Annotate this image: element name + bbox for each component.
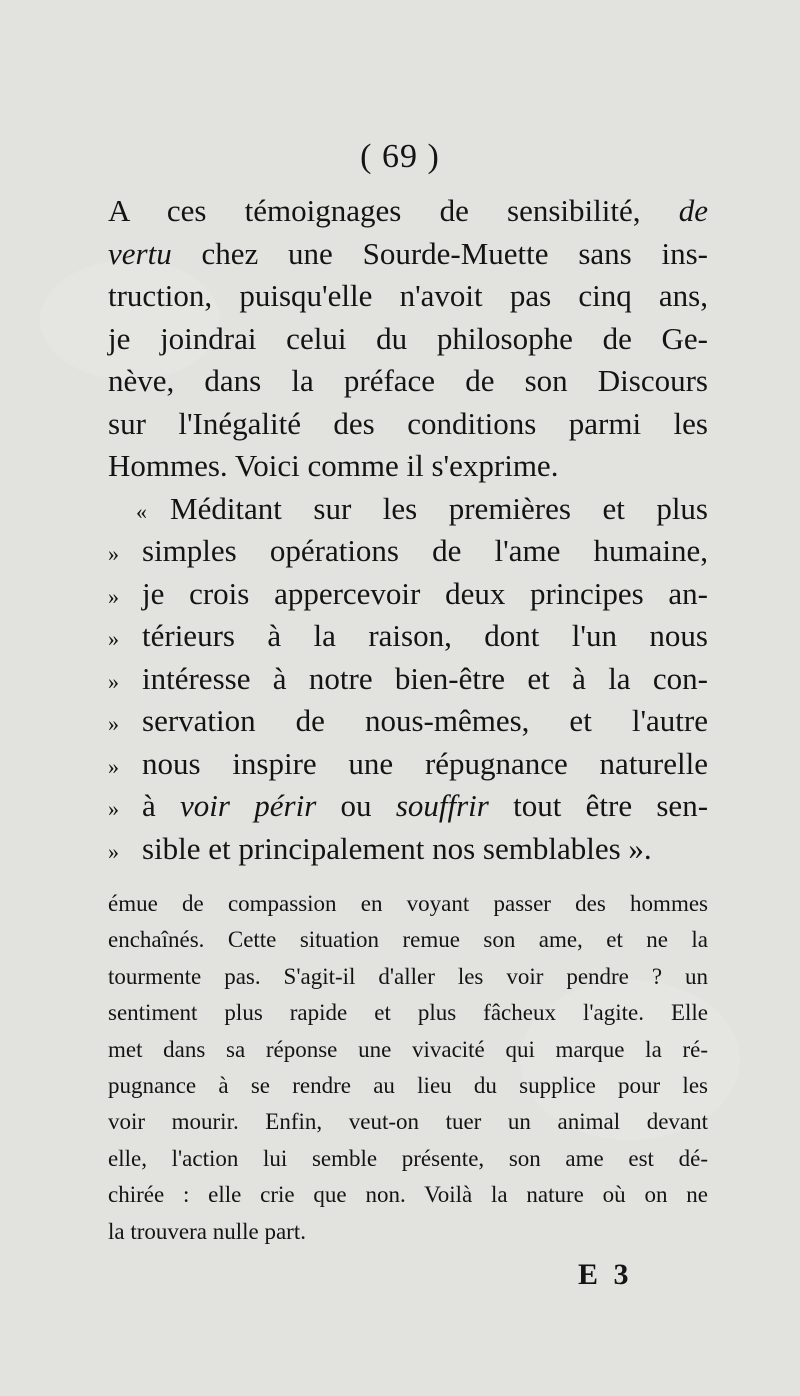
quote-line	[108, 573, 708, 616]
text-segment: à	[142, 788, 181, 823]
text-segment: intéresse à notre bien-être et à la con-	[142, 660, 708, 696]
footnote-line: voir mourir. Enfin, veut-on tuer un animal devant	[108, 1109, 708, 1135]
italic-text: vertu	[108, 235, 172, 271]
quote-text	[142, 573, 708, 616]
quote-line	[108, 700, 708, 743]
text-segment: je joindrai celui du philosophe de Ge-	[108, 320, 708, 356]
quote-text	[142, 658, 708, 701]
italic-text: souffrir	[395, 788, 489, 823]
text-segment: tout être sen-	[488, 788, 709, 823]
text-line	[108, 403, 708, 446]
text-segment: sur l'Inégalité des conditions parmi les	[108, 405, 708, 441]
footnote-line: enchaînés. Cette situation remue son ame, et ne la	[108, 927, 708, 953]
quote-text	[170, 488, 708, 531]
quote-mark: «	[136, 498, 147, 524]
text-segment: Méditant sur les premières et plus	[170, 490, 708, 526]
quote-line	[108, 530, 708, 573]
quote-mark: »	[108, 626, 119, 651]
footnote	[108, 886, 708, 1250]
footnote-line: pugnance à se rendre au lieu du supplice pour les	[108, 1072, 708, 1098]
quote-line	[108, 658, 708, 701]
page-number: ( 69 )	[360, 138, 440, 175]
text-segment: térieurs à la raison, dont l'un nous	[142, 618, 708, 653]
quote-line	[108, 785, 708, 828]
quote-text	[142, 743, 708, 786]
text-line	[108, 445, 708, 488]
text-segment: simples opérations de l'ame humaine,	[142, 533, 708, 568]
text-segment: A ces témoignages de sensibilité,	[108, 193, 679, 228]
text-segment: je crois appercevoir deux principes an-	[142, 575, 708, 611]
footnote-line: met dans sa réponse une vivacité qui marque la ré-	[108, 1036, 708, 1062]
italic-text: de	[678, 193, 708, 228]
text-line	[108, 190, 708, 233]
quote-text	[142, 700, 708, 743]
text-segment: Hommes. Voici comme il s'exprime.	[108, 448, 559, 483]
quote-line	[108, 743, 708, 786]
text-segment: nous inspire une répugnance naturelle	[142, 745, 708, 781]
footnote-line: elle, l'action lui semble présente, son ame est dé-	[108, 1145, 708, 1171]
quote-mark: »	[108, 753, 119, 779]
quote-text	[142, 785, 708, 828]
text-segment: ou	[316, 788, 396, 823]
quote-text	[142, 615, 708, 658]
text-line	[108, 318, 708, 361]
quote-line	[108, 488, 708, 531]
footnote-line: tourmente pas. S'agit-il d'aller les voir pendre ? un	[108, 963, 708, 989]
text-segment: chez une Sourde-Muette sans ins-	[171, 235, 708, 271]
text-segment: nève, dans la préface de son Discours	[108, 363, 708, 398]
quote-text	[142, 828, 708, 871]
text-segment: sible et principalement nos semblables ».	[142, 830, 652, 866]
quote-mark: »	[108, 541, 119, 566]
signature-mark: E 3	[578, 1258, 633, 1291]
quote-mark: »	[108, 668, 119, 694]
footnote-line: chirée : elle crie que non. Voilà la nature où on ne	[108, 1182, 708, 1208]
text-segment: servation de nous-mêmes, et l'autre	[142, 703, 708, 738]
quote-mark: »	[108, 711, 119, 736]
quote-line	[108, 828, 708, 871]
main-text	[108, 190, 708, 870]
quote-mark: »	[108, 796, 119, 821]
quote-mark: »	[108, 838, 119, 864]
quote-text	[142, 530, 708, 573]
quote-mark: »	[108, 583, 119, 609]
text-line	[108, 360, 708, 403]
text-segment: truction, puisqu'elle n'avoit pas cinq ans,	[108, 278, 708, 313]
footnote-line: sentiment plus rapide et plus fâcheux l'agite. Elle	[108, 1000, 708, 1026]
footnote-line: la trouvera nulle part.	[108, 1218, 306, 1244]
text-line	[108, 233, 708, 276]
text-line	[108, 275, 708, 318]
italic-text: voir périr	[180, 788, 317, 823]
footnote-line: émue de compassion en voyant passer des hommes	[108, 891, 708, 916]
quote-line	[108, 615, 708, 658]
